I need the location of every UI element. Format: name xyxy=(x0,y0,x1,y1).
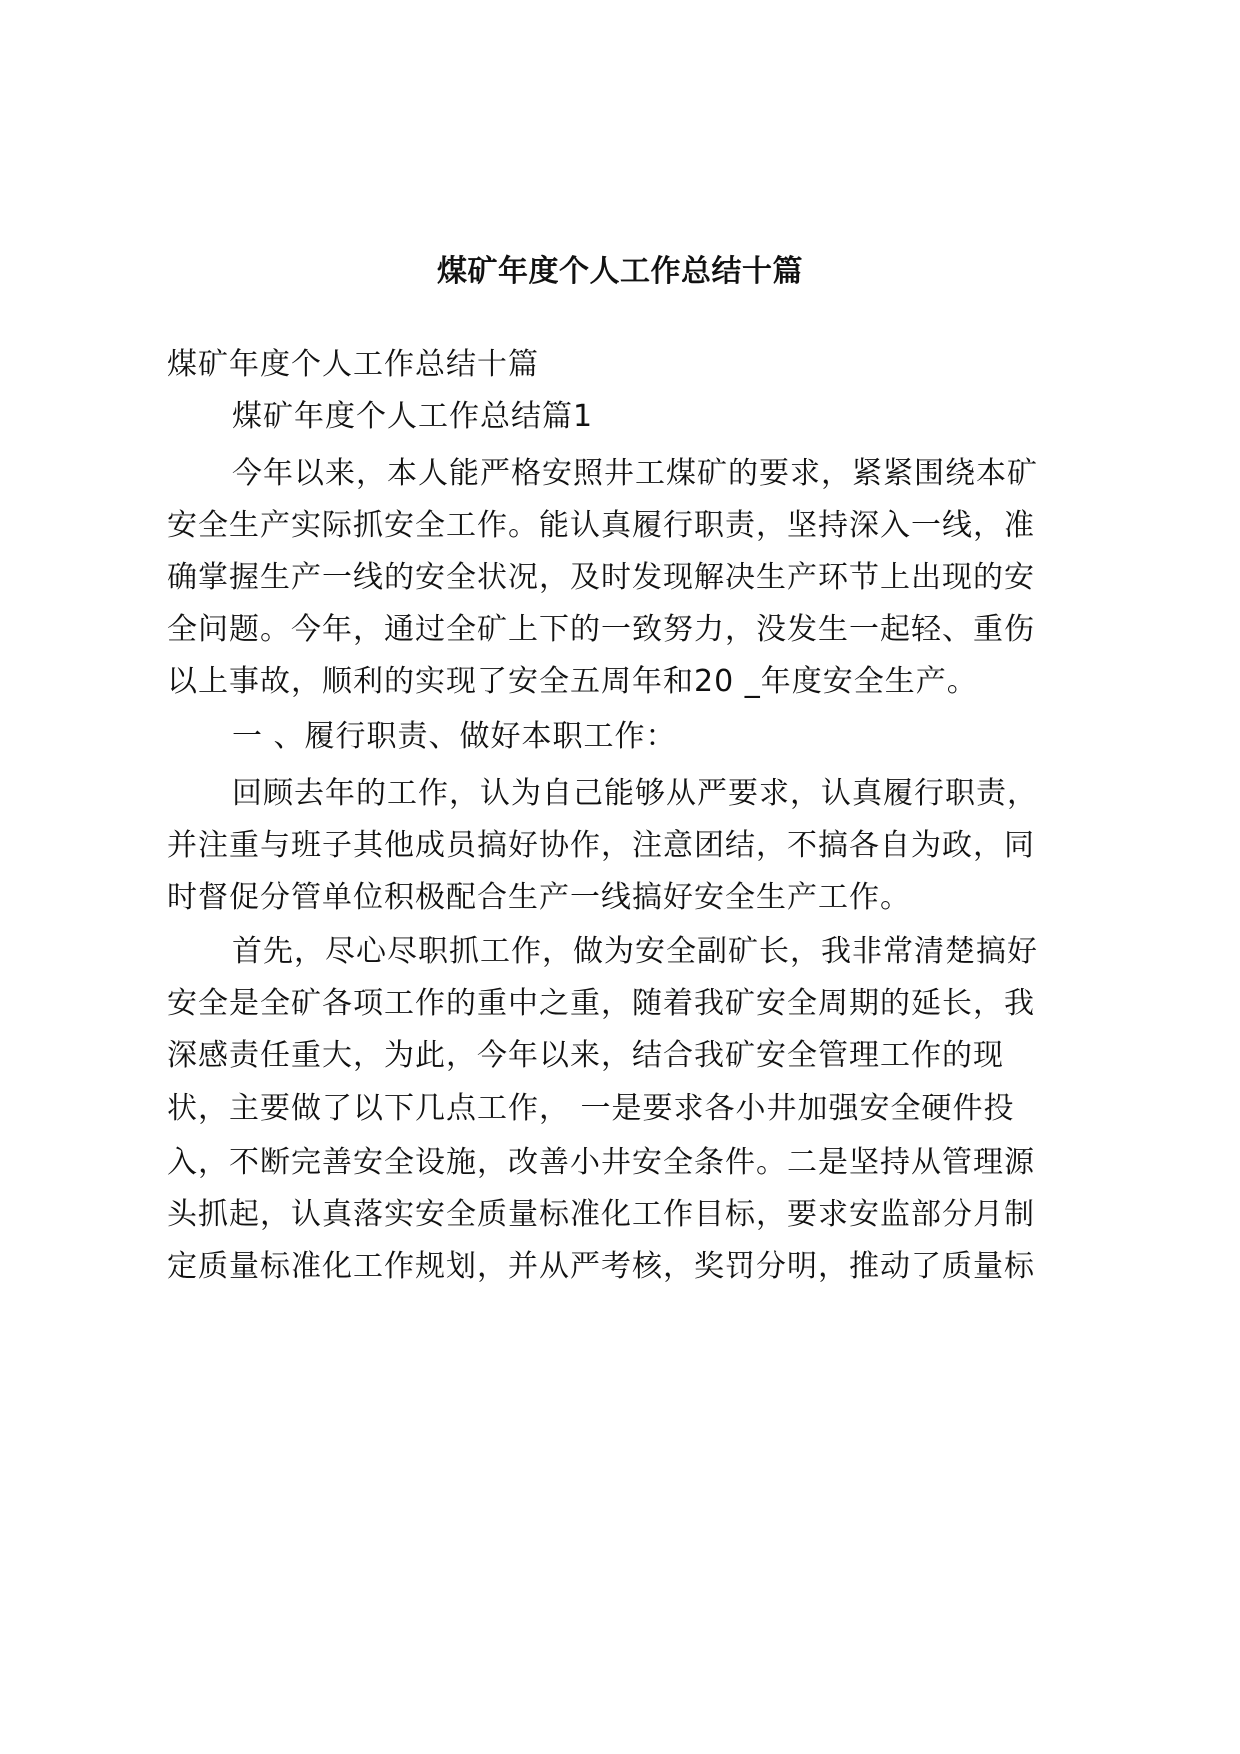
paragraph-line: 首先，尽心尽职抓工作，做为安全副矿长，我非常清楚搞好 xyxy=(232,934,1038,969)
paragraph-line: 并注重与班子其他成员搞好协作，注意团结，不搞各自为政，同 xyxy=(167,828,1035,863)
paragraph-line: 确掌握生产一线的安全状况，及时发现解决生产环节上出现的安 xyxy=(167,560,1035,595)
paragraph-line: 定质量标准化工作规划，并从严考核，奖罚分明，推动了质量标 xyxy=(167,1249,1035,1284)
paragraph-line: 全问题。今年，通过全矿上下的一致努力，没发生一起轻、重伤 xyxy=(167,612,1035,647)
paragraph-line: 今年以来，本人能严格安照井工煤矿的要求，紧紧围绕本矿 xyxy=(232,456,1038,491)
paragraph-line: 入，不断完善安全设施，改善小井安全条件。二是坚持从管理源 xyxy=(167,1145,1035,1180)
section-heading: 煤矿年度个人工作总结十篇 xyxy=(167,347,539,382)
paragraph-line: 安全生产实际抓安全工作。能认真履行职责，坚持深入一线，准 xyxy=(167,508,1035,543)
paragraph-line: 状，主要做了以下几点工作， 一是要求各小井加强安全硬件投 xyxy=(167,1091,1015,1126)
document-title: 煤矿年度个人工作总结十篇 xyxy=(437,254,803,289)
paragraph-line: 安全是全矿各项工作的重中之重，随着我矿安全周期的延长，我 xyxy=(167,986,1035,1021)
paragraph-line: 以上事故，顺利的实现了安全五周年和20 _年度安全生产。 xyxy=(167,664,978,699)
paragraph-line: 头抓起，认真落实安全质量标准化工作目标，要求安监部分月制 xyxy=(167,1197,1035,1232)
paragraph-line: 时督促分管单位积极配合生产一线搞好安全生产工作。 xyxy=(167,880,911,915)
section-1-heading: 一 、履行职责、做好本职工作： xyxy=(232,719,677,754)
paragraph-line: 深感责任重大，为此，今年以来，结合我矿安全管理工作的现 xyxy=(167,1038,1004,1073)
paragraph-line: 回顾去年的工作，认为自己能够从严要求，认真履行职责， xyxy=(232,776,1038,811)
article-subheading: 煤矿年度个人工作总结篇1 xyxy=(232,399,594,434)
